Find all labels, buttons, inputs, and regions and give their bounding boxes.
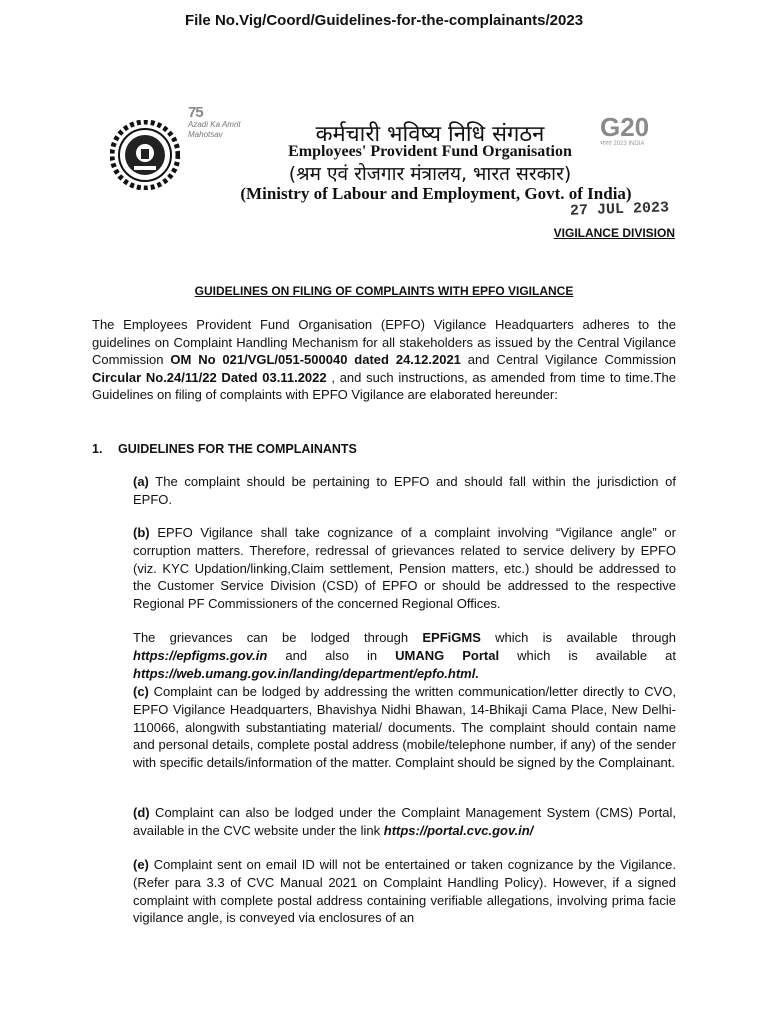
clause-a: (a) The complaint should be pertaining to EPFO and should fall within the jurisdiction of EPFO. — [133, 474, 676, 507]
ministry-name-hindi: (श्रम एवं रोजगार मंत्रालय, भारत सरकार) — [288, 163, 572, 185]
division-label: VIGILANCE DIVISION — [553, 226, 675, 240]
org-name-english: Employees' Provident Fund Organisation — [288, 143, 572, 160]
grievance-paragraph: The grievances can be lodged through EPFiGMS which is available through https://epfigms.gov.in and also in UMANG Portal which is available at https://web.umang.gov.in/landing/department/epfo.html. — [133, 630, 677, 681]
date-stamp: 27 JUL 2023 — [569, 199, 670, 220]
clause-d: (d) Complaint can also be lodged under the Complaint Management System (CMS) Portal, available in the CVC website under the link https://portal.cvc.gov.in/ — [133, 805, 676, 838]
g20-logo: G20 भारत 2023 INDIA — [600, 112, 650, 147]
umang-link[interactable]: https://web.umang.gov.in/landing/department/epfo.html. — [133, 665, 479, 681]
intro-paragraph: The Employees Provident Fund Organisation (EPFO) Vigilance Headquarters adheres to the guidelines on Complaint Handling Mechanism for all stakeholders as issued by the Central Vigilance Commission OM No 021/VGL/051-500040 dated 24.12.2021 and Central Vigilance Commission Circular No.24/11/22 Dated 03.11.2022 , and such instructions, as amended from time to time.The Guidelines on filing of complaints with EPFO Vigilance are elaborated hereunder: — [92, 317, 677, 403]
cvc-portal-link[interactable]: https://portal.cvc.gov.in/ — [383, 822, 534, 838]
om-reference: OM No 021/VGL/051-500040 dated 24.12.2021 — [170, 352, 461, 368]
clause-e: (e) Complaint sent on email ID will not be entertained or taken cognizance by the Vigilance. (Refer para 3.3 of CVC Manual 2021 on Complaint Handling Policy). However, if a signed complaint with complete postal address containing verifiable allegations, involving prima facie vigilance angle, is conveyed via enclosures of an — [133, 857, 676, 926]
document-title: GUIDELINES ON FILING OF COMPLAINTS WITH EPFO VIGILANCE — [194, 284, 574, 298]
section-heading: 1. GUIDELINES FOR THE COMPLAINANTS — [92, 442, 357, 456]
epfo-emblem-icon — [110, 120, 180, 190]
clause-c: (c) Complaint can be lodged by addressing the written communication/letter directly to CVO, EPFO Vigilance Headquarters, Bhavishya Nidhi Bhawan, 14-Bhikaji Cama Place, New Delhi-110066, alongwith substantiating material/ documents. The complaint should contain name and personal details, complete postal address (mobile/telephone number, if any) of the sender with specific details/information of the matter. Complaint should be signed by the Complainant. — [133, 684, 676, 771]
clause-b: (b) EPFO Vigilance shall take cognizance of a complaint involving “Vigilance angle” or corruption matters. Therefore, redressal of grievances related to service delivery by EPFO (viz. KYC Updation/linking,Claim settlement, Pension matters, etc.) should be addressed to the Customer Service Division (CSD) of EPFO or should be addressed to the respective Regional PF Commissioners of the concerned Regional Offices. — [133, 525, 676, 612]
azadi-ka-amrit-mahotsav-logo: 75 Azadi Ka Amrit Mahotsav — [188, 104, 241, 139]
ministry-name-english: (Ministry of Labour and Employment, Govt. of India) — [240, 184, 632, 203]
org-name-hindi: कर्मचारी भविष्य निधि संगठन — [315, 122, 545, 147]
epfigms-link[interactable]: https://epfigms.gov.in — [133, 647, 268, 663]
circular-reference: Circular No.24/11/22 Dated 03.11.2022 — [92, 369, 327, 385]
file-number: File No.Vig/Coord/Guidelines-for-the-complainants/2023 — [184, 12, 584, 29]
